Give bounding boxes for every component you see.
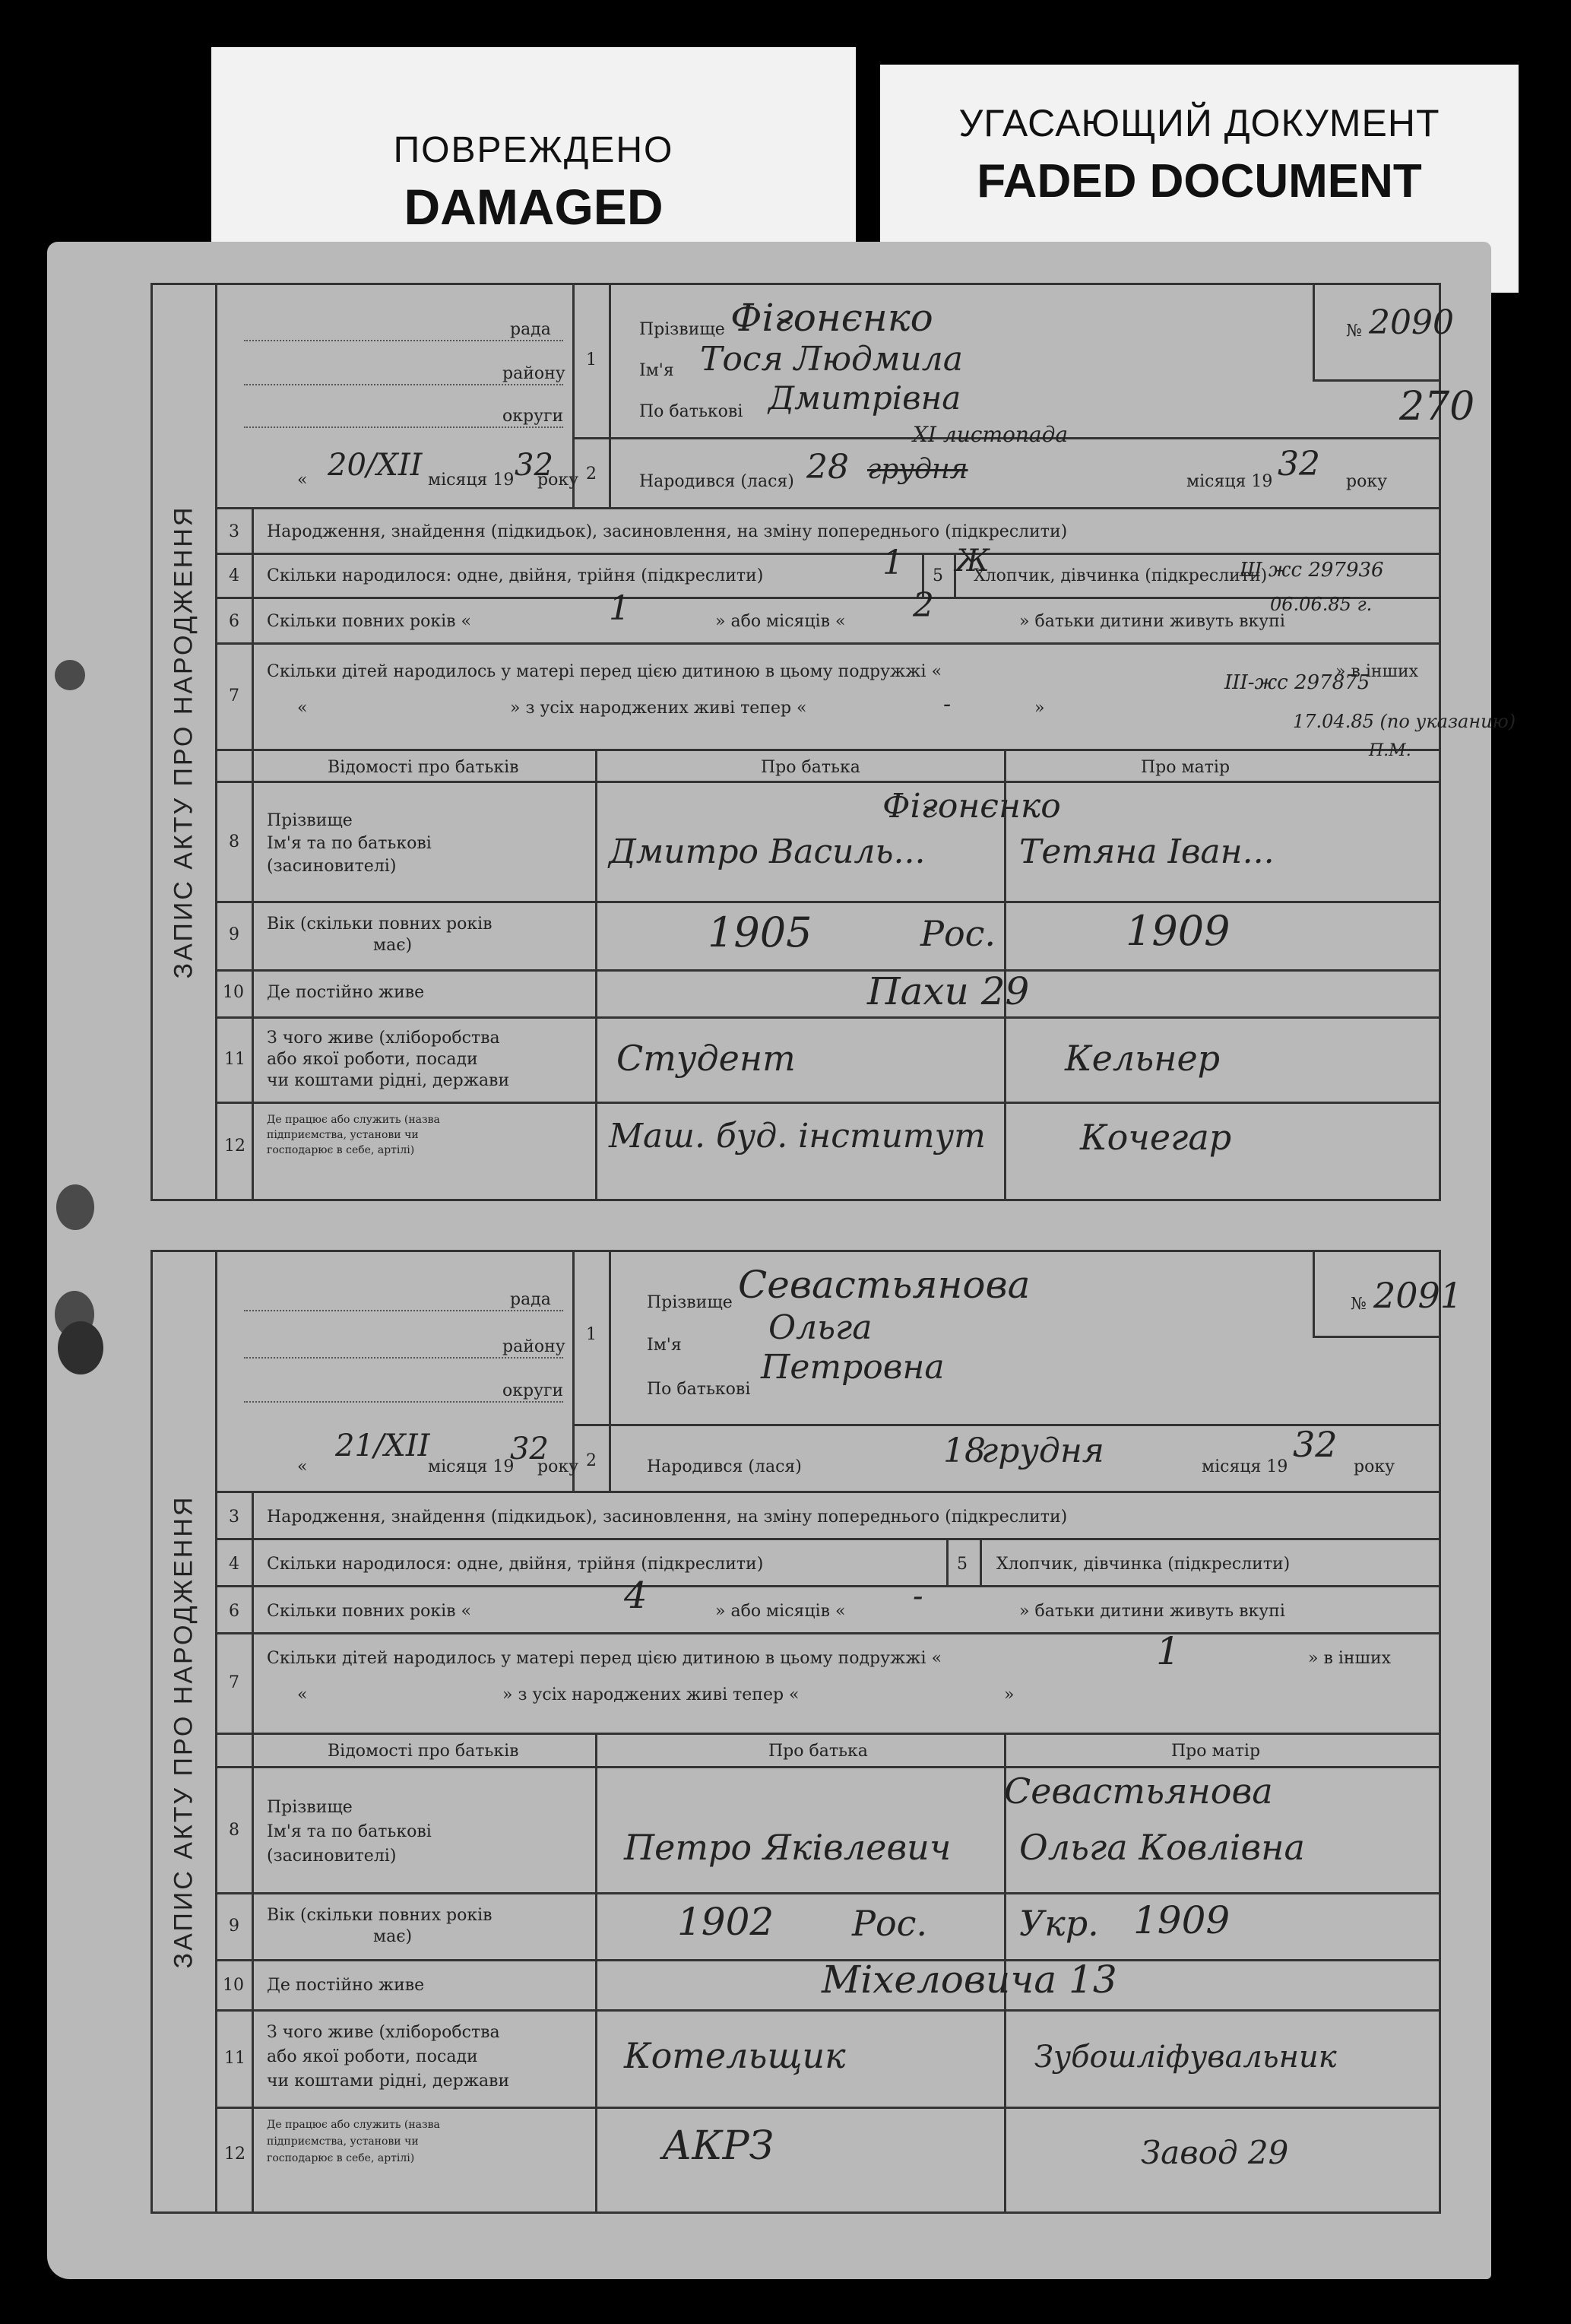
row6-b: » або місяців « — [715, 612, 846, 631]
mother-work: Кочегар — [1080, 1117, 1232, 1158]
roku-label: року — [537, 471, 579, 490]
row11-l1: З чого живе (хліборобства — [267, 2023, 500, 2042]
nationality: Рос. — [920, 913, 996, 954]
roku-label-2: року — [1346, 472, 1388, 491]
note-row7-c: П.М. — [1369, 741, 1411, 760]
row7-e: » — [1034, 699, 1045, 718]
record-number: 2091 — [1373, 1275, 1463, 1316]
row6-c: » батьки дитини живуть вкупі — [1019, 1602, 1285, 1621]
years-together: 4 — [624, 1574, 648, 1617]
raionu-label: району — [502, 364, 565, 383]
row7-child: 1 — [1156, 1629, 1180, 1673]
row12-l1: Де працює або служить (назва — [267, 2119, 440, 2131]
row9-l2: має) — [373, 936, 413, 955]
row10-text: Де постійно живе — [267, 1976, 425, 1995]
birth-year: 32 — [1278, 445, 1320, 484]
row5-text: Хлопчик, дівчинка (підкреслити) — [996, 1555, 1291, 1574]
row12-l3: господарює в себе, артілі) — [267, 1144, 415, 1156]
name-value: Ольга — [768, 1308, 873, 1347]
record-form-2: ЗАПИС АКТУ ПРО НАРОДЖЕННЯ 1 2 рада району округи « 21/XII місяця 19 32 року Прізвище Севастьянова Ім'я Ольга По батькові Петровна Народився (лася) 18 грудня місяця 19 32 року № 2091 3 Народження, знайдення (підкидьок), засиновлення, на зміну попереднього (підкреслити) 4 Скільки народилося: одне, двійня, трійня (підкреслити) 5 Хлопчик, дівчинка (підкреслити) 6 Скільки повних років « 4 » або місяців « - » батьки дитини живуть вкупі 7 Скільки дітей народилось у матері перед цією дитиною в цьому подружжі « 1 » в інших « » з усіх народжених живі тепер « » Відомості про батьків Про батька Про матір 8 Прізвище Ім'я та по батькові (засиновителі) Севастьянова Петро Яківлевич Ольга Ковлівна 9 Вік (скільки повних років має) 1902 Рос. Укр. 1909 10 Де постійно живе Міхеловича 13 11 З чого живе (хліборобства або якої роботи, посади чи коштами рідні, держави Котельщик Зубошліфувальник 12 Де працює або служить (назва підприємства, установи чи господарює в себе, артілі) АКРЗ Завод 29 — [150, 1250, 1441, 2214]
rada-label: рада — [510, 320, 551, 339]
father-name: Дмитро Василь... — [609, 832, 926, 871]
birth-month: грудня — [981, 1431, 1104, 1470]
row7-b: » в інших — [1308, 1649, 1392, 1668]
row7-a: Скільки дітей народилось у матері перед цією дитиною в цьому подружжі « — [267, 1649, 942, 1668]
row11-l2: або якої роботи, посади — [267, 1050, 478, 1069]
note-right: Ш жс 297936 — [1240, 559, 1384, 582]
roku-label-2: року — [1354, 1457, 1395, 1476]
row11-l1: З чого живе (хліборобства — [267, 1029, 500, 1048]
note-row7-b: 17.04.85 (по указанию) — [1293, 711, 1516, 732]
row8-l2: Ім'я та по батькові — [267, 1822, 432, 1841]
punch-hole — [56, 1184, 94, 1230]
name-label: Ім'я — [647, 1336, 682, 1355]
row10-text: Де постійно живе — [267, 983, 425, 1002]
record-form-1: ЗАПИС АКТУ ПРО НАРОДЖЕННЯ 1 2 рада району округи « 20/XII місяця 19 32 року Прізвище Фіғонєнко Ім'я Тося Людмила По батькові Дмитрівна Народився (лася) 28 грудня XI листопада місяця 19 32 року № 2090 270 3 Народження, знайдення (підкидьок), засиновлення, на зміну попереднього (підкреслити) 4 Скільки народилося: одне, двійня, трійня (підкреслити) 1 5 Хлопчик, дівчинка (підкреслити) Ж Ш жс 297936 06.06.85 г. 6 Скільки повних років « 1 » або місяців « 2 » батьки дитини живуть вкупі 7 Скільки дітей народилось у матері перед цією дитиною в цьому подружжі « » в інших « » з усіх народжених живі тепер « - » III-жс 297875 17.04.85 (по указанию) П.М. Відомості про батьків Про батька Про матір 8 Прізвище Ім'я та по батькові (засиновителі) Фіғонєнко Дмитро Василь... Тетяна Іван... 9 Вік (скільки повних років має) 1905 Рос. 1909 10 Де постійно живе Пахи 29 11 З чого живе (хліборобства або якої роботи, посади чи коштами рідні, держави Студент Кельнер 12 Де працює або служить (назва підприємства, установи чи господарює в себе, артілі) Маш. буд. інститут Кочегар — [150, 283, 1441, 1201]
father-header: Про батька — [761, 758, 860, 777]
father-work: АКРЗ — [662, 2123, 774, 2169]
row12-l3: господарює в себе, артілі) — [267, 2152, 415, 2164]
nationality: Рос. — [852, 1903, 928, 1944]
father-name: Петро Яківлевич — [624, 1827, 952, 1868]
document-page — [47, 242, 1516, 2279]
mother-occupation: Кельнер — [1065, 1038, 1221, 1079]
row8-l2: Ім'я та по батькові — [267, 834, 432, 853]
row6-b: » або місяців « — [715, 1602, 846, 1621]
birth-day: 18 — [943, 1431, 986, 1470]
damaged-tag — [211, 47, 856, 252]
mother-age: 1909 — [1133, 1898, 1231, 1942]
birth-month-corr: XI листопада — [913, 422, 1069, 447]
row12-l2: підприємства, установи чи — [267, 2135, 419, 2148]
no-label: № — [1346, 322, 1362, 341]
mother-header: Про матір — [1141, 758, 1231, 777]
row6-a: Скільки повних років « — [267, 1602, 471, 1621]
father-work: Маш. буд. інститут — [609, 1117, 986, 1156]
row4-text: Скільки народилося: одне, двійня, трійня (підкреслити) — [267, 1555, 764, 1574]
reg-date: 20/XII — [328, 448, 423, 483]
months-together: - — [913, 1579, 923, 1614]
month-label-2: місяця 19 — [1186, 472, 1273, 491]
row7-b: » в інших — [1335, 662, 1419, 681]
residence: Пахи 29 — [867, 969, 1030, 1013]
mother-name: Ольга Ковлівна — [1019, 1827, 1305, 1868]
row8-l3: (засиновителі) — [267, 1847, 397, 1866]
surname-label: Прізвище — [647, 1293, 733, 1312]
mother-header: Про матір — [1171, 1742, 1261, 1761]
faded-tag-en: FADED DOCUMENT — [977, 155, 1422, 208]
month-label: місяця 19 — [428, 1457, 515, 1476]
record-sidebar — [153, 285, 217, 1199]
years-together: 1 — [609, 589, 630, 628]
twins-mark: 1 — [882, 544, 904, 582]
record-number: 2090 — [1369, 303, 1454, 342]
family-surname: Севастьянова — [1004, 1771, 1273, 1812]
birth-year: 32 — [1293, 1424, 1338, 1465]
surname-label: Прізвище — [639, 320, 725, 339]
reg-year: 32 — [515, 448, 553, 483]
row12-l2: підприємства, установи чи — [267, 1129, 419, 1141]
note-row7: III-жс 297875 — [1224, 671, 1370, 694]
punch-hole — [55, 660, 85, 690]
vidomosti-header: Відомості про батьків — [328, 758, 519, 777]
row4-text: Скільки народилося: одне, двійня, трійня (підкреслити) — [267, 566, 764, 585]
birth-label: Народився (лася) — [647, 1457, 802, 1476]
mother-name: Тетяна Іван... — [1019, 832, 1275, 871]
record-number-2: 270 — [1399, 384, 1475, 430]
gender-mark: Ж — [955, 544, 990, 579]
father-occupation: Студент — [616, 1038, 796, 1079]
row8-l1: Прізвище — [267, 811, 353, 830]
row9-l1: Вік (скільки повних років — [267, 915, 493, 934]
father-occupation: Котельщик — [624, 2035, 846, 2076]
surname-value: Севастьянова — [738, 1263, 1031, 1307]
month-label-2: місяця 19 — [1202, 1457, 1288, 1476]
note-right-2: 06.06.85 г. — [1270, 594, 1373, 615]
damaged-tag-en: DAMAGED — [404, 179, 664, 235]
mother-work: Завод 29 — [1141, 2134, 1289, 2171]
months-together: 2 — [913, 586, 934, 625]
row11-l3: чи коштами рідні, держави — [267, 2072, 510, 2091]
damaged-tag-ru: ПОВРЕЖДЕНО — [393, 130, 674, 170]
surname-value: Фіғонєнко — [730, 296, 933, 340]
row7-d: » з усіх народжених живі тепер « — [510, 699, 807, 718]
patronymic-value: Петровна — [761, 1348, 945, 1387]
roku-label: року — [537, 1457, 579, 1476]
patronymic-value: Дмитрівна — [768, 379, 961, 417]
row11-l2: або якої роботи, посади — [267, 2047, 478, 2066]
mother-occupation: Зубошліфувальник — [1034, 2040, 1337, 2075]
row6-c: » батьки дитини живуть вкупі — [1019, 612, 1285, 631]
record-sidebar — [153, 1252, 217, 2211]
residence: Міхеловича 13 — [822, 1958, 1117, 2002]
row9-l2: має) — [373, 1927, 413, 1946]
row8-l3: (засиновителі) — [267, 857, 397, 876]
mother-age: 1909 — [1126, 907, 1231, 955]
row9-l1: Вік (скільки повних років — [267, 1906, 493, 1925]
row5-text: Хлопчик, дівчинка (підкреслити) — [974, 566, 1268, 585]
reg-date: 21/XII — [335, 1428, 430, 1463]
birth-month: грудня — [867, 454, 968, 485]
father-header: Про батька — [768, 1742, 868, 1761]
rada-label: рада — [510, 1290, 551, 1309]
okrugy-label: округи — [502, 1381, 564, 1400]
row7-d: » з усіх народжених живі тепер « — [502, 1685, 800, 1704]
name-value: Тося Людмила — [700, 340, 964, 379]
record-side-title: ЗАПИС АКТУ ПРО НАРОДЖЕННЯ — [169, 505, 198, 979]
row7-c: « — [297, 699, 308, 718]
okrugy-label: округи — [502, 407, 564, 426]
name-label: Ім'я — [639, 361, 674, 380]
father-age: 1905 — [708, 908, 812, 956]
row6-a: Скільки повних років « — [267, 612, 471, 631]
row11-l3: чи коштами рідні, держави — [267, 1071, 510, 1090]
row7-e: » — [1004, 1685, 1015, 1704]
row8-l1: Прізвище — [267, 1798, 353, 1817]
faded-tag-ru: УГАСАЮЩИЙ ДОКУМЕНТ — [958, 102, 1440, 144]
row7-a: Скільки дітей народилось у матері перед цією дитиною в цьому подружжі « — [267, 662, 942, 681]
row3-text: Народження, знайдення (підкидьок), засиновлення, на зміну попереднього (підкреслити) — [267, 522, 1068, 541]
raionu-label: району — [502, 1337, 565, 1356]
birth-label: Народився (лася) — [639, 472, 794, 491]
row7-c: « — [297, 1685, 308, 1704]
row3-text: Народження, знайдення (підкидьок), засиновлення, на зміну попереднього (підкреслити) — [267, 1508, 1068, 1527]
vidomosti-header: Відомості про батьків — [328, 1742, 519, 1761]
row12-l1: Де працює або служить (назва — [267, 1114, 440, 1126]
row7-other: - — [943, 691, 952, 718]
punch-hole — [58, 1321, 103, 1374]
family-surname: Фіғонєнко — [882, 787, 1061, 826]
patronymic-label: По батькові — [639, 402, 743, 421]
month-label: місяця 19 — [428, 471, 515, 490]
reg-year: 32 — [510, 1431, 549, 1466]
father-age: 1902 — [677, 1900, 774, 1944]
record-side-title: ЗАПИС АКТУ ПРО НАРОДЖЕННЯ — [169, 1495, 198, 1969]
patronymic-label: По батькові — [647, 1380, 751, 1399]
birth-day: 28 — [806, 448, 849, 487]
no-label: № — [1351, 1295, 1367, 1314]
mother-nat: Укр. — [1019, 1903, 1099, 1944]
